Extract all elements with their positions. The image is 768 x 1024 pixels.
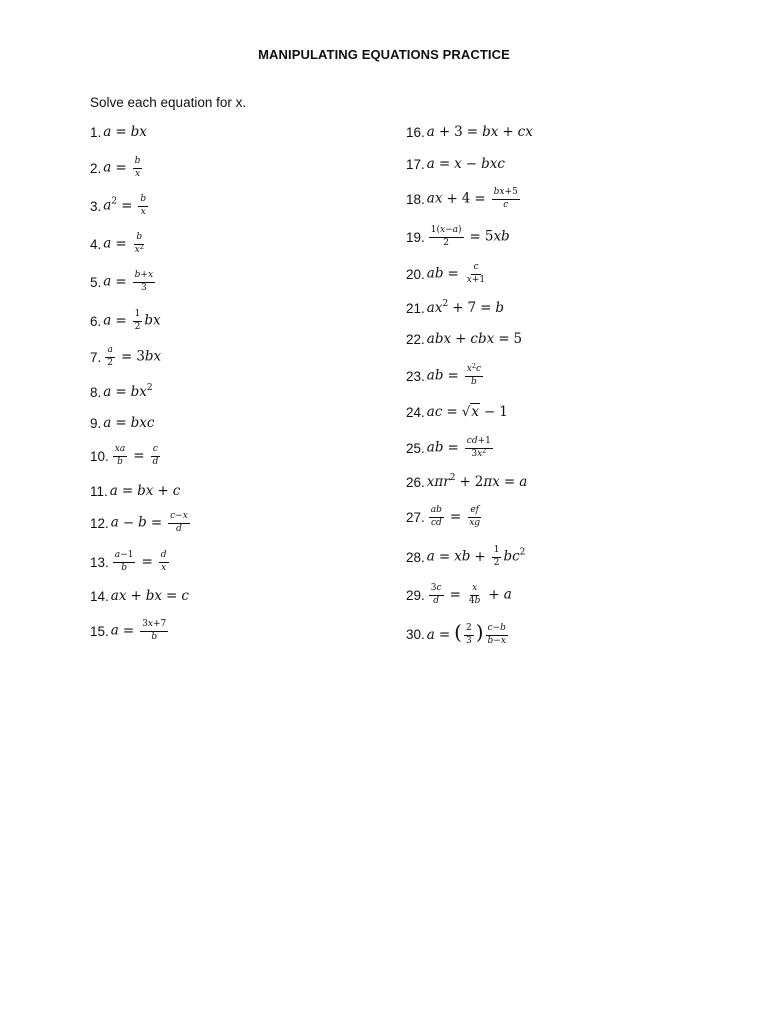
problem-9: 9. a = bxc: [90, 415, 155, 431]
equation: xπr$^2$ + 2πx = a: [426, 473, 528, 490]
equation: ax + 4 = $\frac{bx+5}{c}$: [426, 187, 518, 210]
equation: ab = $\frac{x^2c}{b}$: [426, 362, 482, 387]
problem-11: 11. a = bx + c: [90, 483, 181, 499]
problem-26: 26. xπr$^2$ + 2πx = a: [406, 473, 528, 490]
problem-13: 13. $\frac{a-1}{b}$ = $\frac{d}{x}$: [90, 547, 171, 577]
problem-25: 25. ab = $\frac{cd+1}{3x^2}$: [406, 433, 495, 463]
equation: $\frac{a}{2}$ = 3bx: [107, 345, 162, 368]
problem-19: 19. $\frac{1(x-a)}{2}$ = 5xb: [406, 225, 510, 248]
equation: a = $\frac{b+x}{3}$: [103, 270, 154, 293]
page-title: MANIPULATING EQUATIONS PRACTICE: [258, 47, 510, 62]
equation: a = bx + c: [109, 483, 181, 499]
equation: $\frac{xa}{b}$ = $\frac{c}{d}$: [114, 444, 159, 467]
equation: a = ( $\frac{2}{3}$ ) $\frac{c-b}{b-x}$: [426, 619, 506, 646]
equation: $a^2$ = $\frac{b}{x}$: [103, 194, 147, 217]
problem-10: 10. $\frac{xa}{b}$ = $\frac{c}{d}$: [90, 441, 162, 471]
equation: ab = $\frac{cd+1}{3x^2}$: [426, 436, 491, 459]
problem-5: 5. a = $\frac{b+x}{3}$: [90, 267, 157, 297]
equation: $a = bx^2$: [103, 383, 153, 400]
equation: a + 3 = bx + cx: [426, 124, 533, 140]
equation: $\frac{ab}{cd}$ = $\frac{ef}{xg}$: [430, 505, 481, 528]
equation: a = $\frac{3x+7}{b}$: [110, 619, 167, 642]
equation: $\frac{3c}{d}$ = $\frac{x}{4b}$ + a: [430, 583, 512, 606]
equation: abx + cbx = 5: [426, 331, 523, 347]
equation: a = $\frac{b}{x^2}$: [103, 232, 144, 255]
problem-29: 29. $\frac{3c}{d}$ = $\frac{x}{4b}$ + a: [406, 583, 512, 606]
problem-12: 12. a − b = $\frac{c-x}{d}$: [90, 508, 192, 538]
problem-22: 22. abx + cbx = 5: [406, 331, 523, 347]
equation: a = $\frac{1}{2}$ bx: [103, 309, 161, 332]
problem-23: 23. ab = $\frac{x^2c}{b}$: [406, 361, 485, 391]
problem-2: 2. a = $\frac{b}{x}$: [90, 153, 144, 183]
equation: $\frac{1(x-a)}{2}$ = 5xb: [430, 225, 510, 248]
equation: ax + bx = c: [110, 588, 189, 604]
equation: a = xb + $\frac{1}{2}$ $bc^2$: [426, 545, 526, 568]
instructions: Solve each equation for x.: [90, 95, 247, 110]
problem-3: 3. $a^2$ = $\frac{b}{x}$: [90, 191, 150, 221]
problem-16: 16. a + 3 = bx + cx: [406, 124, 533, 140]
problem-21: 21. $ax^2 + 7 = b$: [406, 299, 505, 316]
equation: $\frac{a-1}{b}$ = $\frac{d}{x}$: [114, 550, 167, 573]
problem-8: 8. $a = bx^2$: [90, 383, 153, 400]
equation: ab = $\frac{c}{x+1}$: [426, 262, 486, 285]
equation: a = $\frac{b}{x}$: [103, 156, 141, 179]
problem-18: 18. ax + 4 = $\frac{bx+5}{c}$: [406, 184, 522, 214]
problem-6: 6. a = $\frac{1}{2}$ bx: [90, 309, 161, 332]
problem-7: 7. $\frac{a}{2}$ = 3bx: [90, 345, 162, 368]
equation: a = bx: [103, 124, 147, 140]
problem-28: 28. a = xb + $\frac{1}{2}$ $bc^2$: [406, 545, 526, 568]
problem-24: 24. ac = √x − 1: [406, 404, 508, 420]
problem-14: 14. ax + bx = c: [90, 588, 189, 604]
problem-17: 17. a = x − bxc: [406, 156, 505, 172]
equation: a − b = $\frac{c-x}{d}$: [110, 511, 188, 534]
problem-15: 15. a = $\frac{3x+7}{b}$: [90, 616, 170, 646]
equation: $ax^2 + 7 = b$: [426, 299, 505, 316]
equation: ac = √x − 1: [426, 404, 508, 420]
problem-30: 30. a = ( $\frac{2}{3}$ ) $\frac{c-b}{b-x}$: [406, 619, 510, 649]
problem-20: 20. ab = $\frac{c}{x+1}$: [406, 259, 489, 289]
problem-4: 4. a = $\frac{b}{x^2}$: [90, 229, 148, 259]
problem-1: 1. a = bx: [90, 124, 147, 140]
equation: a = x − bxc: [426, 156, 505, 172]
equation: a = bxc: [103, 415, 155, 431]
problem-27: 27. $\frac{ab}{cd}$ = $\frac{ef}{xg}$: [406, 502, 484, 532]
